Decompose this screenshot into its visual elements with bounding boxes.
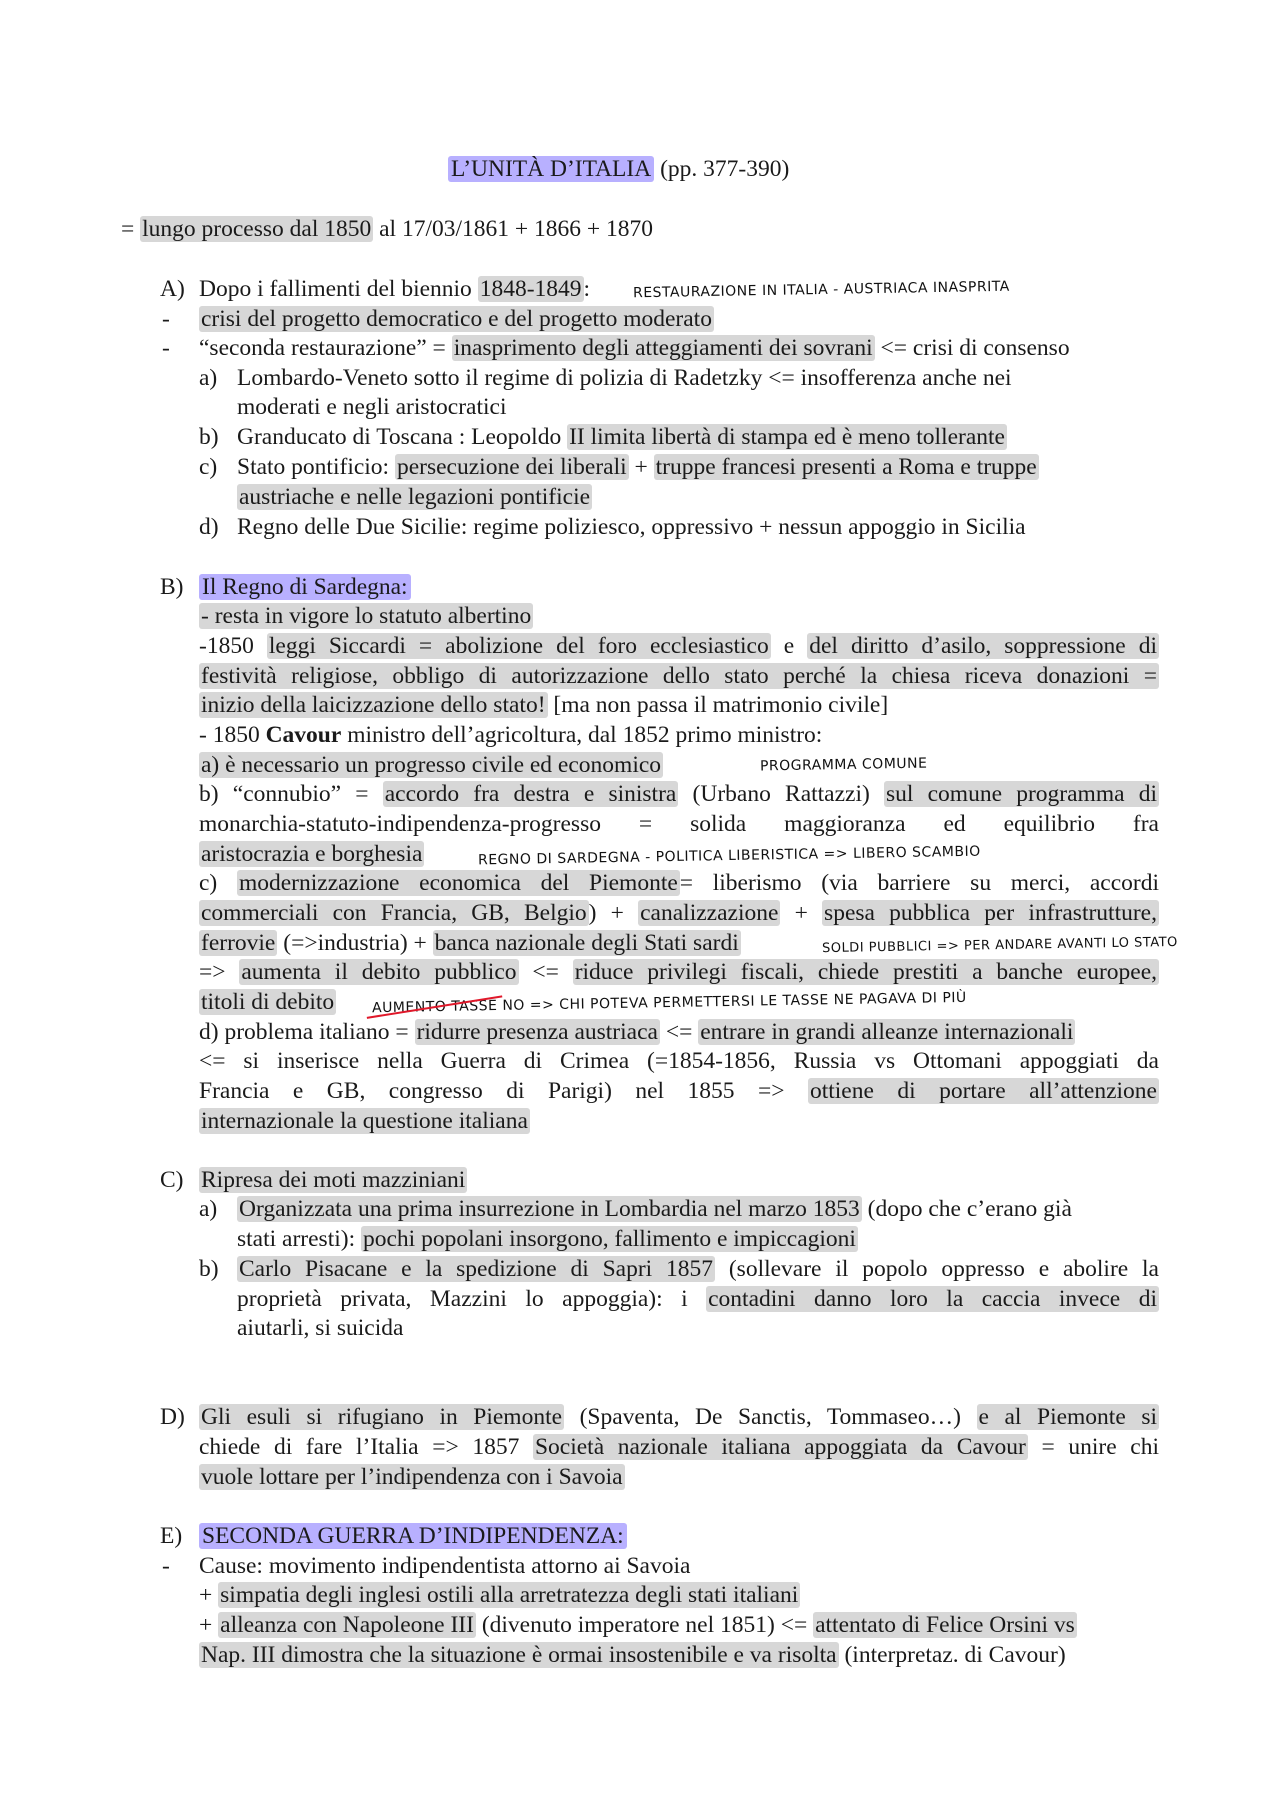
section-a-bullet2: “seconda restaurazione” = inasprimento degli atteggiamenti dei sovrani <= crisi di consenso (199, 335, 1070, 361)
section-a-item-a-line1: Lombardo-Veneto sotto il regime di polizia di Radetzky <= insofferenza anche nei (237, 365, 1012, 391)
section-e-dash: - (162, 1553, 170, 1579)
section-a-item-c-line2: austriache e nelle legazioni pontificie (239, 484, 591, 510)
section-b-line8: monarchia-statuto-indipendenza-progresso = solida maggioranza ed equilibrio fra (199, 811, 1159, 837)
section-c-item-a-marker: a) (199, 1196, 218, 1222)
section-c-item-a-line1: Organizzata una prima insurrezione in Lombardia nel marzo 1853 (dopo che c’erano già (239, 1196, 1072, 1222)
section-c-item-b-line3: aiutarli, si suicida (237, 1315, 404, 1341)
section-a-item-c-marker: c) (199, 454, 218, 480)
section-d-line1: Gli esuli si rifugiano in Piemonte (Spaventa, De Sanctis, Tommaseo…) e al Piemonte si (201, 1404, 1157, 1430)
section-d-line3: vuole lottare per l’indipendenza con i Savoia (201, 1464, 623, 1490)
title-pages: (pp. 377-390) (660, 156, 790, 182)
section-a-marker: A) (160, 276, 185, 302)
section-a-dash2: - (162, 335, 170, 361)
section-d-line2: chiede di fare l’Italia => 1857 Società nazionale italiana appoggiata da Cavour = unire chi (199, 1434, 1159, 1460)
section-b-line17: Francia e GB, congresso di Parigi) nel 1855 => ottiene di portare all’attenzione (199, 1078, 1157, 1104)
section-c-item-b-line2: proprietà privata, Mazzini lo appoggia): i contadini danno loro la caccia invece di (237, 1286, 1157, 1312)
section-b-line13: => aumenta il debito pubblico <= riduce privilegi fiscali, chiede prestiti a banche europee, (199, 959, 1158, 985)
section-b-line15: d) problema italiano = ridurre presenza austriaca <= entrare in grandi alleanze internazionali (199, 1019, 1074, 1045)
section-c-item-b-line1: Carlo Pisacane e la spedizione di Sapri 1857 (sollevare il popolo oppresso e abolire la (239, 1256, 1159, 1282)
section-a-item-a-line2: moderati e negli aristocratici (237, 394, 507, 420)
section-e-marker: E) (160, 1523, 183, 1549)
section-b-line2: -1850 leggi Siccardi = abolizione del foro ecclesiastico e del diritto d’asilo, soppressione di (199, 633, 1157, 659)
section-b-line7: b) “connubio” = accordo fra destra e sinistra (Urbano Rattazzi) sul comune programma di (199, 781, 1157, 807)
section-b-line10: c) modernizzazione economica del Piemonte= liberismo (via barriere su merci, accordi (199, 870, 1159, 896)
section-c-title: Ripresa dei moti mazziniani (201, 1167, 466, 1193)
section-b-title: Il Regno di Sardegna: (199, 572, 411, 602)
section-c-item-b-marker: b) (199, 1256, 219, 1282)
intro-line: = lungo processo dal 1850 al 17/03/1861 + 1866 + 1870 (121, 216, 654, 242)
handwritten-note-soldi: SOLDI PUBBLICI => PER ANDARE AVANTI LO STATO (821, 934, 1178, 957)
section-a-item-c-line1: Stato pontificio: persecuzione dei liberali + truppe francesi presenti a Roma e truppe (237, 454, 1037, 480)
section-a-item-d-line: Regno delle Due Sicilie: regime poliziesco, oppressivo + nessun appoggio in Sicilia (237, 514, 1026, 540)
section-b-line1: - resta in vigore lo statuto albertino (201, 603, 532, 629)
section-a-item-a-marker: a) (199, 365, 218, 391)
handwritten-note-restaurazione: RESTAURAZIONE IN ITALIA - AUSTRIACA INASPRITA (632, 278, 1010, 302)
title-main: L’UNITÀ D’ITALIA (448, 156, 654, 182)
section-a-dash1: - (162, 306, 170, 332)
section-c-item-a-line2: stati arresti): pochi popolani insorgono, fallimento e impiccagioni (237, 1226, 856, 1252)
handwritten-note-tasse: AUMENTO TASSE NO => CHI POTEVA PERMETTERSI LE TASSE NE PAGAVA DI PIÙ (371, 989, 967, 1017)
section-e-line2: + simpatia degli inglesi ostili alla arretratezza degli stati italiani (199, 1582, 799, 1608)
section-a-item-b-line: Granducato di Toscana : Leopoldo II limita libertà di stampa ed è meno tollerante (237, 424, 1005, 450)
section-b-line12: ferrovie (=>industria) + banca nazionale degli Stati sardi (201, 930, 739, 956)
section-b-marker: B) (160, 574, 184, 600)
section-a-item-b-marker: b) (199, 424, 219, 450)
section-c-marker: C) (160, 1167, 184, 1193)
section-b-line4: inizio della laicizzazione dello stato! [ma non passa il matrimonio civile] (201, 692, 889, 718)
section-a-item-d-marker: d) (199, 514, 219, 540)
section-b-line14: titoli di debito (201, 989, 335, 1015)
section-b-line3: festività religiose, obbligo di autorizzazione dello stato perché la chiesa riceva donazioni = (201, 663, 1157, 689)
section-b-line18: internazionale la questione italiana (201, 1108, 528, 1134)
section-e-title: SECONDA GUERRA D’INDIPENDENZA: (199, 1521, 627, 1551)
section-b-line5: - 1850 Cavour ministro dell’agricoltura, dal 1852 primo ministro: (199, 722, 823, 748)
section-a-bullet1: crisi del progetto democratico e del progetto moderato (201, 306, 712, 332)
section-e-line1: Cause: movimento indipendentista attorno ai Savoia (199, 1553, 691, 1579)
section-d-marker: D) (160, 1404, 185, 1430)
section-b-line16: <= si inserisce nella Guerra di Crimea (=1854-1856, Russia vs Ottomani appoggiati da (199, 1048, 1159, 1074)
section-b-line11: commerciali con Francia, GB, Belgio) + canalizzazione + spesa pubblica per infrastrutture, (201, 900, 1157, 926)
page-title (448, 154, 789, 184)
section-e-line4: Nap. III dimostra che la situazione è ormai insostenibile e va risolta (interpretaz. di Cavour) (201, 1642, 1066, 1668)
handwritten-note-programma: PROGRAMMA COMUNE (759, 755, 928, 775)
section-e-line3: + alleanza con Napoleone III (divenuto imperatore nel 1851) <= attentato di Felice Orsini vs (199, 1612, 1075, 1638)
section-b-line9: aristocrazia e borghesia (201, 841, 423, 867)
handwritten-note-regno: REGNO DI SARDEGNA - POLITICA LIBERISTICA => LIBERO SCAMBIO (477, 843, 981, 869)
section-a-line1: Dopo i fallimenti del biennio 1848-1849: (199, 276, 591, 302)
section-b-line6: a) è necessario un progresso civile ed economico (201, 752, 662, 778)
